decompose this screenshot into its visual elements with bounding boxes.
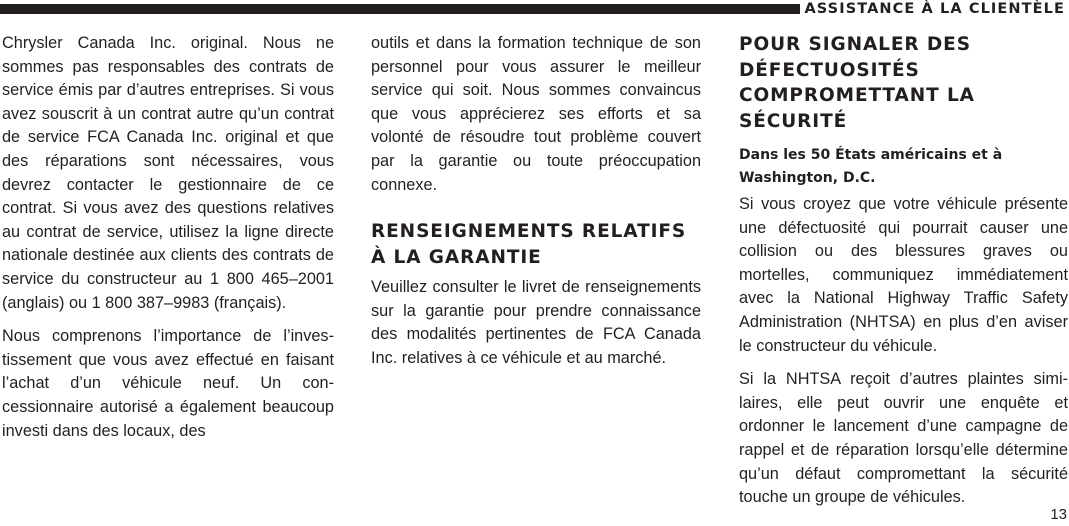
column-middle [371,32,701,381]
page-number: 13 [1050,506,1067,523]
body-paragraph: Chrysler Canada Inc. original. Nous ne sommes pas responsables des contrats de service émis par d’autres entreprises. Si vous avez souscrit à un contrat autre qu’un contrat de service FCA Canada Inc. original et que des réparations sont nécessaires, vous devrez contacter le gestionnaire de ce contrat. Si vous avez des questions relatives au contrat de service, utilisez la ligne directe nationale destinée aux clients des contrats de service du constructeur au 1 800 465–2001 (anglais) ou 1 800 387–9983 (français). [2,34,334,312]
safety-defects-heading: POUR SIGNALER DES DÉFECTUOSITÉS COMPROMETTANT LA SÉCURITÉ [739,34,975,132]
us-states-subheading: Dans les 50 États américains et à Washington, D.C. [739,147,1003,186]
column-left [2,32,334,453]
column-right [739,32,1068,520]
header-rule [0,4,800,14]
body-paragraph: Si vous croyez que votre véhicule présente une défectuosité qui pourrait causer une collision ou des blessures graves ou mortelles, communiquez immédiatement avec la National Highway Traffic Safety Administration (NHTSA) en plus d’en aviser le constructeur du véhicule. [739,195,1068,355]
warranty-heading: RENSEIGNEMENTS RELATIFS À LA GARANTIE [371,221,687,268]
body-paragraph: outils et dans la formation technique de son personnel pour vous assurer le meilleur service qui soit. Nous sommes convaincus que vous apprécierez ses efforts et sa volonté de résoudre tout problème couvert par la garantie ou toute préoccupation connexe. [371,34,701,194]
body-paragraph: Si la NHTSA reçoit d’autres plaintes similaires, elle peut ouvrir une enquête et ordonner le lancement d’une campagne de rappel et de réparation lorsqu’elle détermine qu’un défaut compromettant la sécurité touche un groupe de véhicules. [739,370,1068,507]
body-paragraph: Nous comprenons l’importance de l’investissement que vous avez effectué en faisant l’achat d’un véhicule neuf. Un concessionnaire autorisé a également beaucoup investi dans des locaux, des [2,327,334,440]
body-paragraph: Veuillez consulter le livret de renseignements sur la garantie pour prendre connaissance des modalités pertinentes de FCA Canada Inc. relatives à ce véhicule et au marché. [371,278,701,367]
section-title: ASSISTANCE À LA CLIENTÈLE [804,1,1065,17]
